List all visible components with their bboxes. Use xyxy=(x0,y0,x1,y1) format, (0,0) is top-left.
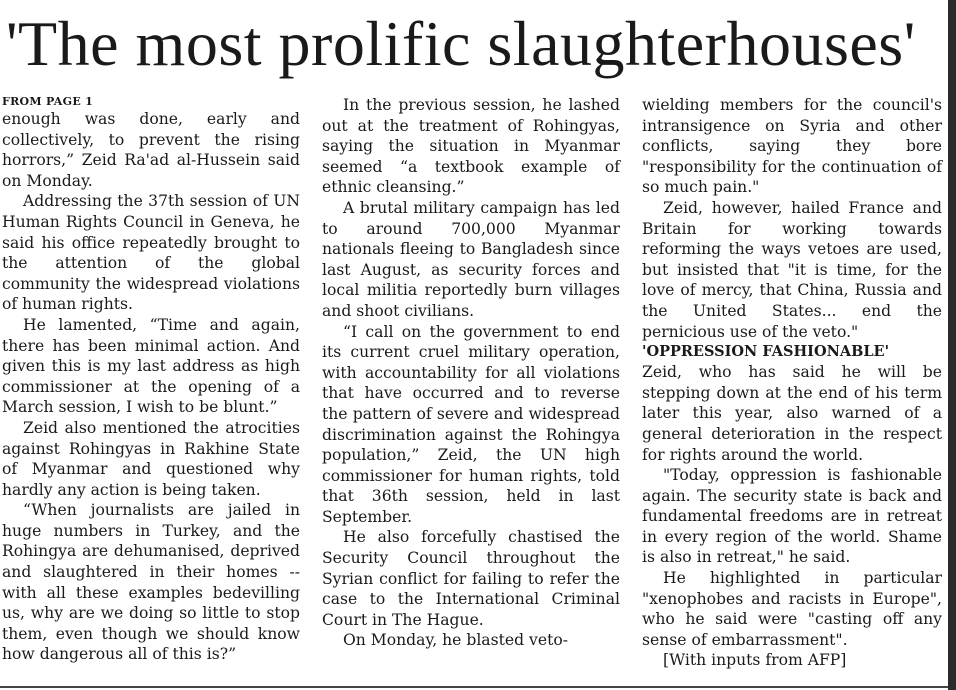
paragraph: "Today, oppression is fashionable again. The security state is back and fundamental freedoms are in retreat in every region of the world. Shame is also in retreat," he said. xyxy=(642,466,942,567)
article-column-2 xyxy=(322,95,620,651)
paragraph: wielding members for the council's intransigence on Syria and other conflicts, saying they bore "responsibility for the continuation of so much pain." xyxy=(642,96,942,197)
paragraph: He highlighted in particular "xenophobes and racists in Europe", who he said were "casting off any sense of embarrassment". xyxy=(642,569,942,649)
paragraph: Zeid, who has said he will be stepping down at the end of his term later this year, also warned of a general deterioration in the respect for rights around the world. xyxy=(642,363,942,464)
paragraph: Zeid, however, hailed France and Britain for working towards reforming the ways vetoes are used, but insisted that "it is time, for the love of mercy, that China, Russia and the United States... end the pernicious use of the veto." xyxy=(642,198,942,341)
paragraph: Addressing the 37th session of UN Human Rights Council in Geneva, he said his office repeatedly brought to the attention of the global community the widespread violations of human rights. xyxy=(2,192,300,314)
section-subhead: 'OPPRESSION FASHIONABLE' xyxy=(642,343,890,361)
paragraph: In the previous session, he lashed out at the treatment of Rohingyas, saying the situation in Myanmar seemed “a textbook example of ethnic cleansing.” xyxy=(322,96,620,197)
paragraph: He also forcefully chastised the Security Council throughout the Syrian conflict for failing to refer the case to the International Criminal Court in The Hague. xyxy=(322,528,620,629)
paragraph: Zeid also mentioned the atrocities against Rohingyas in Rakhine State of Myanmar and questioned why hardly any action is being taken. xyxy=(2,418,300,499)
continuation-label: FROM PAGE 1 xyxy=(2,95,94,108)
paragraph: A brutal military campaign has led to around 700,000 Myanmar nationals fleeing to Bangladesh since last August, as security forces and local militia reportedly burn villages and shoot civilians. xyxy=(322,198,620,320)
bottom-divider xyxy=(0,686,948,688)
article-column-3 xyxy=(642,95,942,671)
paragraph: He lamented, “Time and again, there has been minimal action. And given this is my last address as high commissioner at the opening of a March session, I wish to be blunt.” xyxy=(2,315,300,417)
paragraph: On Monday, he blasted veto- xyxy=(343,631,569,650)
paragraph: enough was done, early and collectively, to prevent the rising horrors,” Zeid Ra'ad al-Hussein said on Monday. xyxy=(2,110,300,190)
source-credit: [With inputs from AFP] xyxy=(663,651,847,670)
paragraph: “I call on the government to end its current cruel military operation, with accountability for all violations that have occurred and to reverse the pattern of severe and widespread discrimination against the Rohingya population,” Zeid, the UN high commissioner for human rights, told that 36th session, held in last September. xyxy=(322,322,620,526)
article-headline: 'The most prolific slaughterhouses' xyxy=(6,8,916,79)
article-column-1 xyxy=(2,95,300,665)
paragraph: “When journalists are jailed in huge numbers in Turkey, and the Rohingya are dehumanised, deprived and slaughtered in their homes -- with all these examples bedevilling us, why are we doing so little to stop them, even though we should know how dangerous all of this is?” xyxy=(2,501,300,664)
page-edge-bar xyxy=(948,0,956,690)
